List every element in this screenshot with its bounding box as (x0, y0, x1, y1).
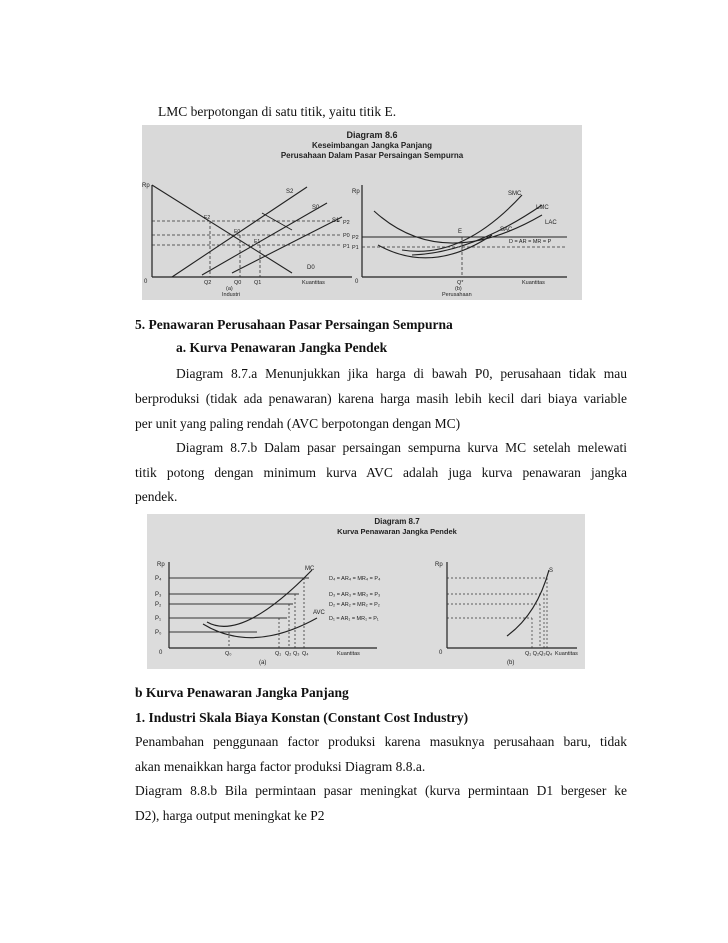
caption-b: (b) (507, 660, 515, 666)
label-smc: SMC (508, 191, 522, 197)
text-line: Diagram 8.7.b Dalam pasar persaingan sempurna kurva MC setelah melewati (176, 440, 627, 455)
label-e2: E2 (204, 215, 211, 221)
label-p0: P₀ (155, 630, 162, 636)
origin-label: 0 (144, 279, 148, 285)
diagram-8-7 (147, 514, 585, 669)
label-q1: Q₁ (275, 651, 282, 657)
label-p1: P1 (352, 245, 359, 251)
fig87-title: Diagram 8.7 (374, 517, 420, 526)
label-d4: D₄ = AR₄ = MR₄ = P₄ (329, 576, 381, 582)
label-lmc: LMC (536, 205, 549, 211)
caption-perusahaan: Perusahaan (442, 292, 472, 298)
axis-label-rp: Rp (352, 189, 360, 195)
text-line: Penambahan penggunaan factor produksi karena masuknya perusahaan baru, tidak (135, 734, 627, 749)
axis-label-rp: Rp (435, 562, 443, 568)
label-s1: S1 (332, 218, 340, 224)
label-demand: D = AR = MR = P (509, 239, 552, 245)
label-s2: S2 (286, 189, 294, 195)
label-p1: P₁ (155, 616, 162, 622)
label-p2: P2 (352, 235, 359, 241)
diagram-8-6 (142, 125, 582, 300)
label-q2: Q₂ (285, 651, 292, 657)
caption-industri: Industri (222, 292, 241, 298)
label-p4: P₄ (155, 576, 162, 582)
origin-label: 0 (159, 650, 163, 656)
text-line: D2), harga output meningkat ke P2 (135, 808, 325, 823)
caption-a: (a) (259, 660, 267, 666)
label-mc: MC (305, 566, 315, 572)
fig86-title: Diagram 8.6 (346, 130, 398, 140)
axis-label-kuantitas: Kuantitas (555, 651, 578, 657)
label-e0: E0 (234, 229, 241, 235)
diagram-8-7-svg (147, 514, 585, 669)
text-line: titik potong dengan minimum kurva AVC adalah juga kurva penawaran jangka (135, 465, 627, 480)
label-p0: P0 (343, 233, 350, 239)
label-q3: Q₃ (293, 651, 300, 657)
section-heading-5: 5. Penawaran Perusahaan Pasar Persaingan Sempurna (135, 317, 453, 332)
label-d1: D₁ = AR₁ = MR₁ = P₁ (329, 616, 379, 622)
label-q1: Q1 (254, 280, 262, 286)
label-p1: P1 (343, 244, 350, 250)
label-sac: SAC (500, 227, 513, 233)
label-d2: D₂ = AR₂ = MR₂ = P₂ (329, 602, 380, 608)
label-q4: Q₄ (302, 651, 309, 657)
origin-label: 0 (439, 650, 443, 656)
text-line: per unit yang paling rendah (AVC berpotongan dengan MC) (135, 416, 461, 431)
text-line: pendek. (135, 489, 178, 504)
axis-label-rp: Rp (142, 183, 150, 189)
label-q2: Q2 (204, 280, 212, 286)
label-p3: P₃ (155, 592, 162, 598)
diagram-8-6-svg (142, 125, 582, 300)
fig86-subtitle-1: Keseimbangan Jangka Panjang (311, 141, 433, 150)
subsection-heading-1: 1. Industri Skala Biaya Konstan (Constant Cost Industry) (135, 710, 469, 725)
subsection-heading-a: a. Kurva Penawaran Jangka Pendek (176, 340, 388, 355)
text-line: Diagram 8.8.b Bila permintaan pasar meningkat (kurva permintaan D1 bergeser ke (135, 783, 627, 798)
label-avc: AVC (313, 610, 325, 616)
axis-label-kuantitas: Kuantitas (522, 280, 545, 286)
label-q0: Q₀ (225, 651, 232, 657)
label-s: S (549, 568, 554, 574)
axis-label-kuantitas: Kuantitas (337, 651, 360, 657)
text-line: LMC berpotongan di satu titik, yaitu titik E. (158, 104, 397, 119)
caption-a: (a) (226, 286, 233, 292)
label-qstar: Q* (457, 280, 464, 286)
fig86-subtitle-2: Perusahaan Dalam Pasar Persaingan Sempurna (280, 151, 464, 160)
label-d3: D₃ = AR₃ = MR₃ = P₃ (329, 592, 381, 598)
fig87-subtitle: Kurva Penawaran Jangka Pendek (337, 527, 457, 536)
label-q0: Q0 (234, 280, 242, 286)
text-line: Diagram 8.7.a Menunjukkan jika harga di bawah P0, perusahaan tidak mau (176, 366, 627, 381)
label-q-series: Q₁ Q₂Q₃Q₄ (525, 651, 553, 657)
axis-label-kuantitas: Kuantitas (302, 280, 325, 286)
origin-label: 0 (355, 279, 359, 285)
text-line: akan menaikkan harga factor produksi Diagram 8.8.a. (135, 759, 426, 774)
label-p2: P₂ (155, 602, 162, 608)
label-e1: E1 (254, 239, 261, 245)
caption-b: (b) (455, 286, 462, 292)
text-line: berproduksi (tidak ada penawaran) karena harga masih lebih kecil dari biaya variable (135, 391, 627, 406)
label-p2: P2 (343, 220, 350, 226)
label-lac: LAC (545, 220, 557, 226)
axis-label-rp: Rp (157, 562, 165, 568)
label-s0: S0 (312, 205, 320, 211)
label-d0: D0 (307, 265, 315, 271)
label-e: E (458, 229, 463, 235)
subsection-heading-b: b Kurva Penawaran Jangka Panjang (135, 685, 349, 700)
